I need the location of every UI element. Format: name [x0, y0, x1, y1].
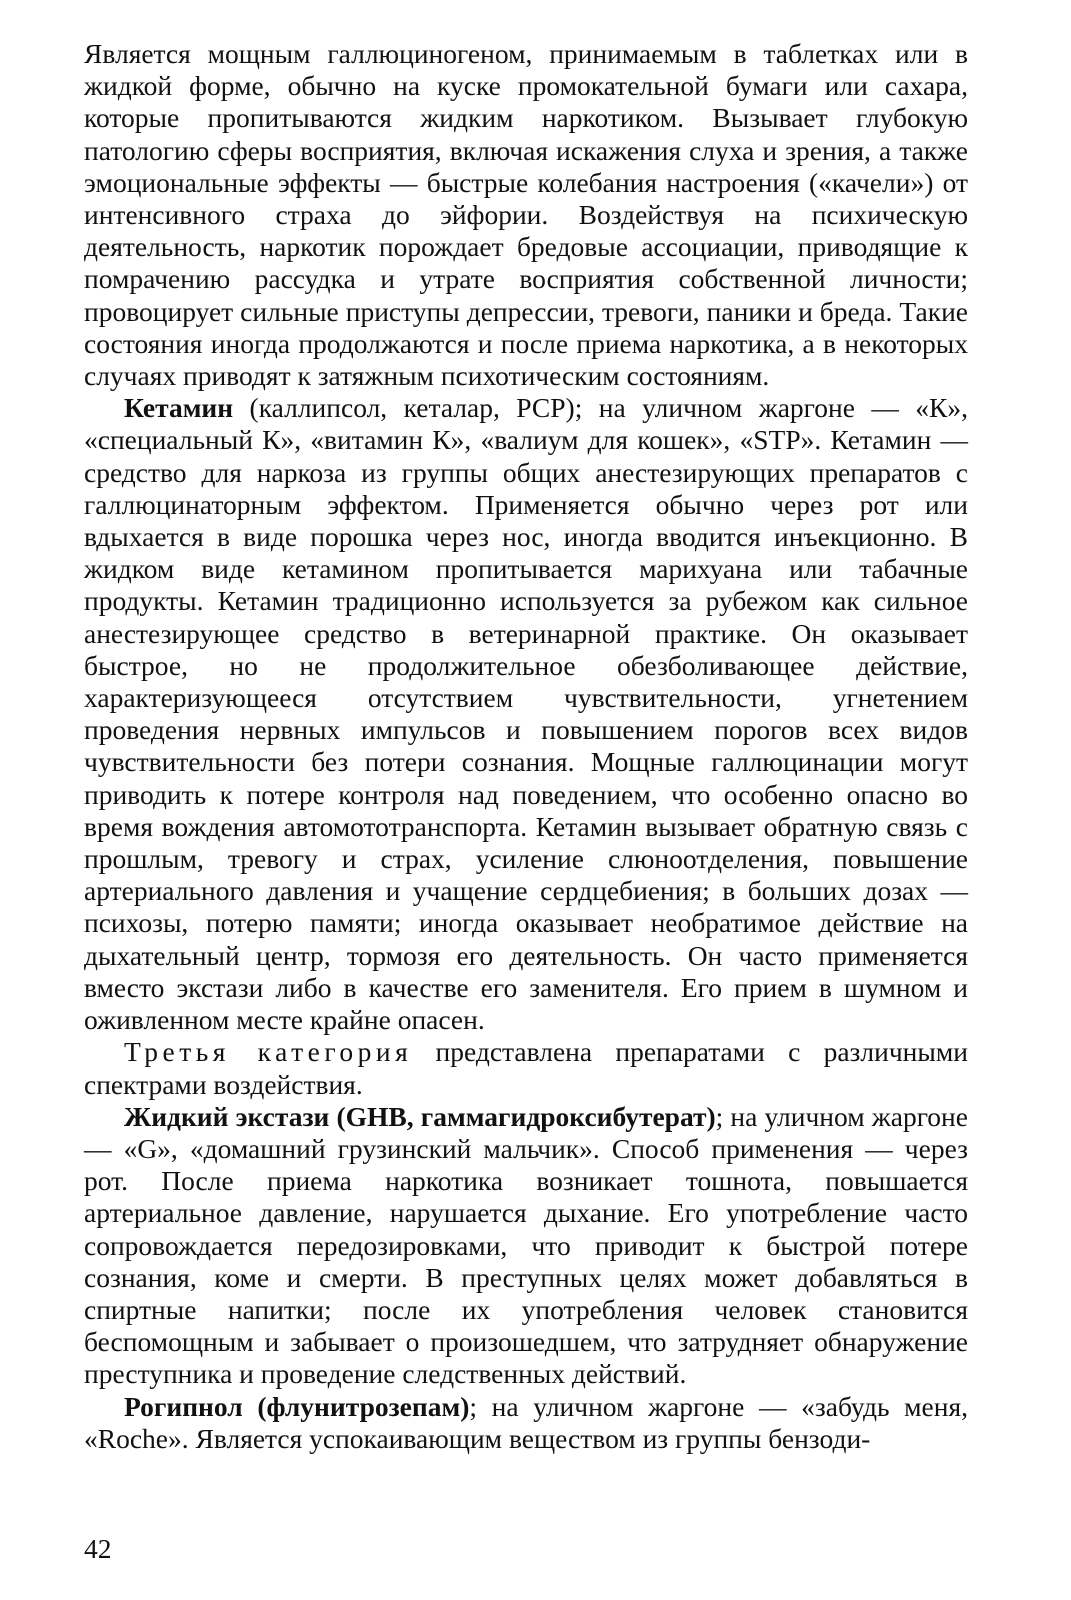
paragraph-text: ; на уличном жаргоне — «G», «домашний грузинский мальчик». Способ применения — через рот. После приема наркотика возникает тошнота, повышается артериальное давление, нарушается дыхание. Его употребление часто сопровождается передозировками, что приводит к быстрой потере сознания, коме и смерти. В преступных целях может добавляться в спиртные напитки; после их употребления человек становится беспомощным и забывает о произошедшем, что затрудняет обнаружение преступника и проведение следственных действий.: [84, 1100, 968, 1390]
paragraph-rohypnol: [84, 1391, 968, 1455]
paragraph-text: представлена препаратами с различными спектрами воздействия.: [84, 1036, 968, 1100]
paragraph-third-category: [84, 1036, 968, 1100]
page-text: [84, 38, 968, 1455]
page-number: 42: [84, 1533, 112, 1564]
paragraph-text: (каллипсол, кеталар, РСР); на уличном жаргоне — «К», «специальный К», «витамин К», «валиум для кошек», «STP». Кетамин — средство для наркоза из группы общих анестезирующих препаратов с галлюцинаторным эффектом. Применяется обычно через рот или вдыхается в виде порошка через нос, иногда вводится инъекционно. В жидком виде кетамином пропитывается марихуана или табачные продукты. Кетамин традиционно используется за рубежом как сильное анестезирующее средство в ветеринарной практике. Он оказывает быстрое, но не продолжительное обезболивающее действие, характеризующееся отсутствием чувствительности, угнетением проведения нервных импульсов и повышением порогов всех видов чувствительности без потери сознания. Мощные галлюцинации могут приводить к потере контроля над поведением, что особенно опасно во время вождения автомототранспорта. Кетамин вызывает обратную связь с прошлым, тревогу и страх, усиление слюноотделения, повышение артериального давления и учащение сердцебиения; в больших дозах — психозы, потерю памяти; иногда оказывает необратимое действие на дыхательный центр, тормозя его деятельность. Он часто применяется вместо экстази либо в качестве его заменителя. Его прием в шумном и оживленном месте крайне опасен.: [84, 392, 968, 1036]
paragraph-liquid-ecstasy: [84, 1101, 968, 1391]
paragraph-text: ; на уличном жаргоне — «забудь меня, «Roche». Является успокаивающим веществом из группы бензоди-: [84, 1390, 968, 1454]
paragraph-text: Является мощным галлюциногеном, принимаемым в таблетках или в жидкой форме, обычно на куске промокательной бумаги или сахара, которые пропитываются жидким наркотиком. Вызывает глубокую патологию сферы восприятия, включая искажения слуха и зрения, а также эмоциональные эффекты — быстрые колебания настроения («качели») от интенсивного страха до эйфории. Воздействуя на психическую деятельность, наркотик порождает бредовые ассоциации, приводящие к помрачению рассудка и утрате восприятия собственной личности; провоцирует сильные приступы депрессии, тревоги, паники и бреда. Такие состояния иногда продолжаются и после приема наркотика, а в некоторых случаях приводят к затяжным психотическим состояниям.: [84, 38, 968, 392]
term-third-category: Третья категория: [124, 1036, 413, 1068]
paragraph-lsd-effects: [84, 38, 968, 392]
term-rohypnol: Рогипнол (флунитрозепам): [124, 1390, 470, 1422]
term-ketamine: Кетамин: [124, 392, 234, 424]
paragraph-ketamine: [84, 392, 968, 1036]
term-liquid-ecstasy: Жидкий экстази (GHB, гаммагидроксибутерат): [124, 1100, 716, 1132]
